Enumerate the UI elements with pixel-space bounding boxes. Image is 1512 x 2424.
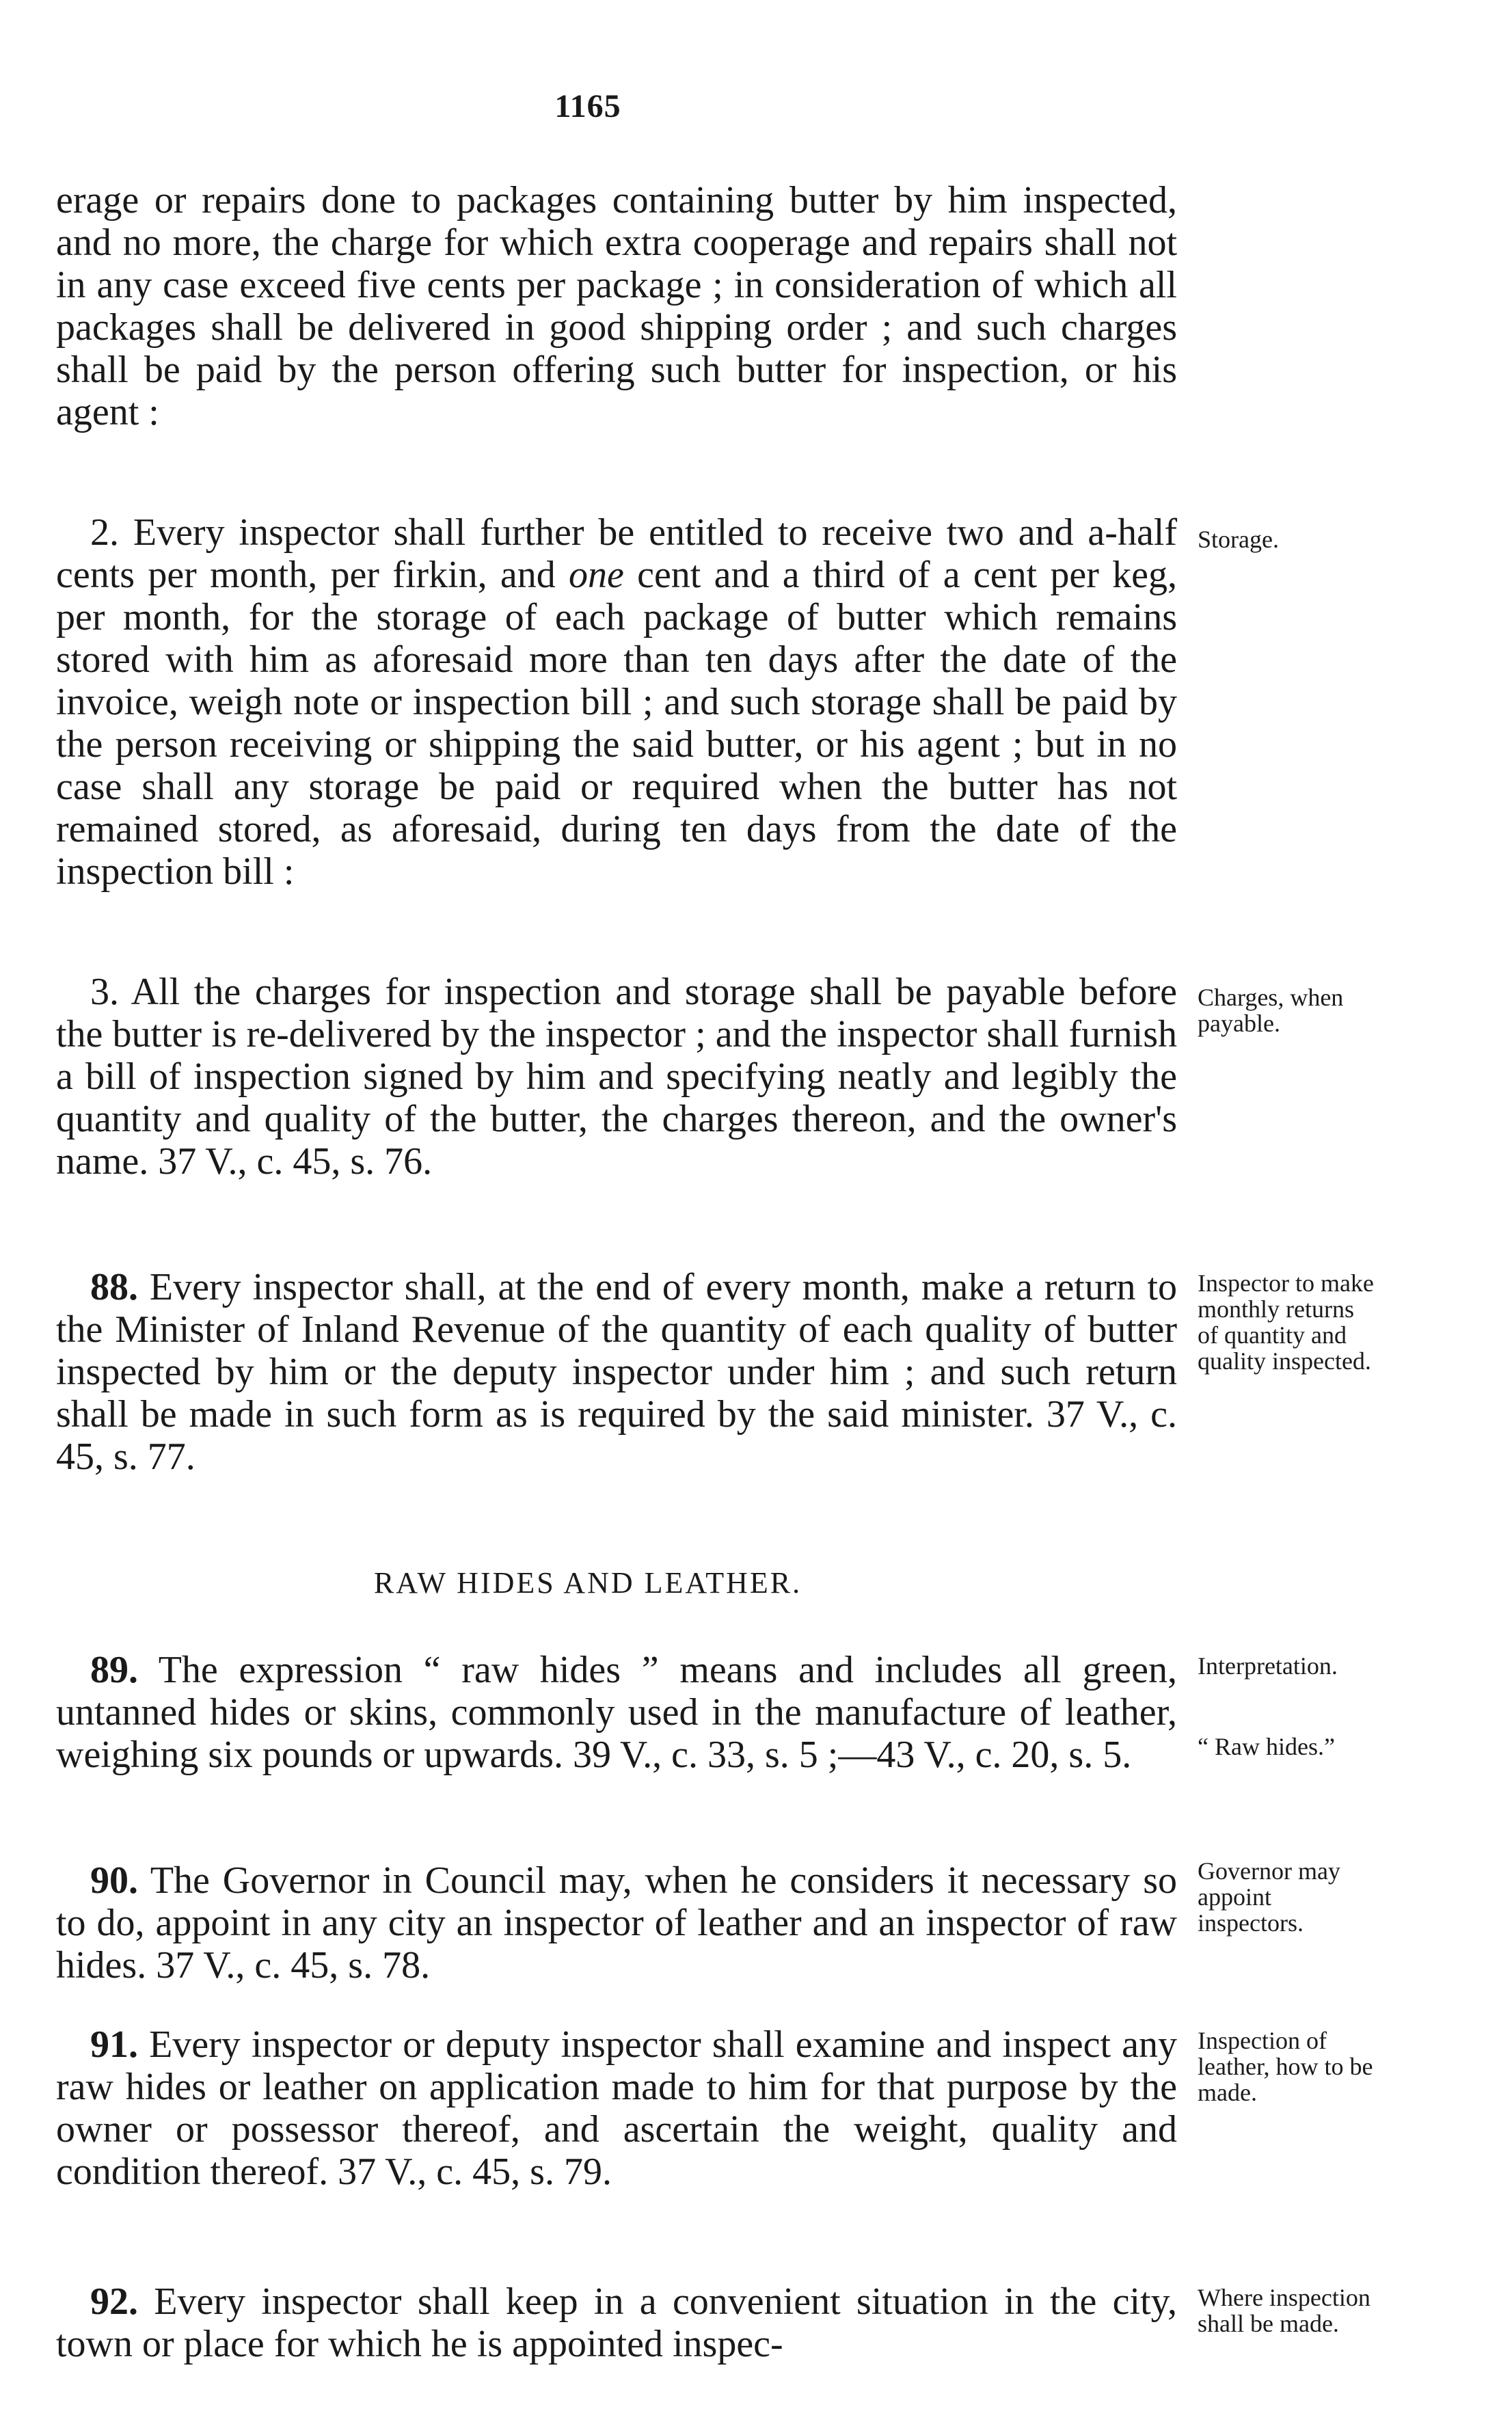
section-88-text: Every inspector shall, at the end of every month, make a return to the Minister of Inland Revenue of the quantity of each quality of butter inspected by him or the deputy inspector under him ; and such return shall be made in such form as is required by the said minister. 37 V., c. 45, s. 77. — [56, 1266, 1177, 1478]
section-heading: RAW HIDES AND LEATHER. — [373, 1566, 802, 1600]
paragraph-storage — [56, 511, 1177, 893]
section-90-text: The Governor in Council may, when he considers it necessary so to do, appoint in any city an inspector of leather and an inspector of raw hides. 37 V., c. 45, s. 78. — [56, 1859, 1177, 1987]
storage-text-b: cent and a third of a cent per keg, per month, for the storage of each package of butter which remains stored with him as aforesaid more than ten days after the date of the invoice, weigh note or inspection bill ; and such storage shall be paid by the person receiving or shipping the said butter, or his agent ; but in no case shall any storage be paid or required when the butter has not remained stored, as aforesaid, during ten days from the date of the inspection bill : — [56, 554, 1177, 893]
page-number: 1165 — [554, 88, 621, 124]
section-91 — [56, 2023, 1177, 2193]
margin-note-inspector-returns: Inspector to make monthly returns of quantity and quality inspected. — [1198, 1269, 1374, 1375]
section-92-text: Every inspector shall keep in a convenient situation in the city, town or place for which he is appointed inspec- — [56, 2280, 1177, 2365]
section-89-number: 89. — [90, 1649, 138, 1691]
margin-note-inspection-leather: Inspection of leather, how to be made. — [1198, 2027, 1373, 2106]
margin-note-storage: Storage. — [1198, 526, 1279, 553]
section-89-text: The expression “ raw hides ” means and includes all green, untanned hides or skins, commonly used in the manufacture of leather, weighing six pounds or upwards. 39 V., c. 33, s. 5 ;—43 V., c. 20, s. 5. — [56, 1649, 1177, 1776]
paragraph-continuation: erage or repairs done to packages containing butter by him inspected, and no more, the charge for which extra cooperage and repairs shall not in any case exceed five cents per package ; in consideration of which all packages shall be delivered in good shipping order ; and such charges shall be paid by the person offering such butter for inspection, or his agent : — [56, 179, 1177, 433]
section-90-number: 90. — [90, 1859, 138, 1902]
section-91-text: Every inspector or deputy inspector shall examine and inspect any raw hides or leather on application made to him for that purpose by the owner or possessor thereof, and ascertain the weight, quality and condition thereof. 37 V., c. 45, s. 79. — [56, 2023, 1177, 2193]
margin-note-raw-hides: “ Raw hides.” — [1198, 1733, 1335, 1760]
section-88 — [56, 1266, 1177, 1478]
margin-note-charges: Charges, when payable. — [1198, 984, 1344, 1037]
margin-note-where-inspection: Where inspection shall be made. — [1198, 2284, 1371, 2337]
margin-note-governor: Governor may appoint inspectors. — [1198, 1857, 1340, 1937]
storage-text-italic: one — [568, 554, 624, 596]
section-92-number: 92. — [90, 2280, 138, 2323]
section-91-number: 91. — [90, 2023, 138, 2066]
charges-text: 3. All the charges for inspection and storage shall be payable before the butter is re-delivered by the inspector ; and the inspector shall furnish a bill of inspection signed by him and specifying neatly and legibly the quantity and quality of the butter, the charges thereon, and the owner's name. 37 V., c. 45, s. 76. — [56, 971, 1177, 1183]
paragraph-charges — [56, 971, 1177, 1183]
storage-text-a: 2. Every inspector shall further be entitled to receive two and a-half cents per month, per firkin, and — [56, 511, 1177, 596]
section-88-number: 88. — [90, 1266, 138, 1308]
section-90 — [56, 1859, 1177, 1987]
section-92 — [56, 2280, 1177, 2365]
section-89 — [56, 1649, 1177, 1776]
margin-note-interpretation: Interpretation. — [1198, 1652, 1338, 1680]
